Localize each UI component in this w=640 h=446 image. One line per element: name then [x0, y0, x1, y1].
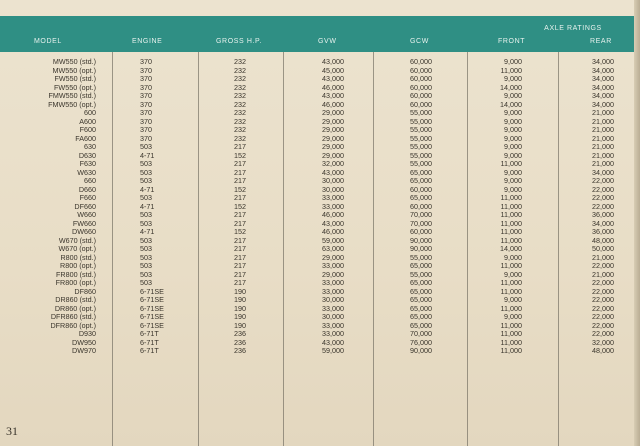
- rear-axle-cell: 22,000: [592, 176, 614, 185]
- gvw-cell: 33,000: [322, 320, 344, 330]
- gross-hp-cell: 190: [234, 303, 246, 313]
- engine-cell: 370: [140, 82, 152, 92]
- engine-cell: 370: [140, 108, 152, 117]
- engine-cell: 503: [140, 210, 152, 219]
- gcw-cell: 60,000: [410, 65, 432, 75]
- header-gcw: GCW: [410, 38, 429, 45]
- engine-cell: 503: [140, 176, 152, 185]
- engine-cell: 503: [140, 218, 152, 228]
- engine-cell: 370: [140, 91, 152, 100]
- model-cell: 630: [84, 142, 96, 151]
- gvw-cell: 29,000: [322, 142, 344, 151]
- rear-axle-cell: 21,000: [592, 150, 614, 160]
- front-axle-cell: 14,000: [500, 82, 522, 92]
- rear-axle-cell: 22,000: [592, 201, 614, 211]
- rear-axle-cell: 34,000: [592, 91, 614, 100]
- gcw-cell: 60,000: [410, 201, 432, 211]
- engine-cell: 503: [140, 269, 152, 279]
- gcw-cell: 65,000: [410, 176, 432, 185]
- engine-cell: 4-71: [140, 184, 155, 194]
- model-cell: D660: [78, 184, 96, 194]
- gcw-cell: 65,000: [410, 303, 432, 313]
- gvw-cell: 33,000: [322, 329, 344, 338]
- model-cell: FMW550 (std.): [48, 91, 96, 100]
- rear-axle-cell: 21,000: [592, 133, 614, 143]
- model-cell: R800 (std.): [60, 252, 96, 262]
- engine-cell: 503: [140, 167, 152, 177]
- rear-axle-cell: 22,000: [592, 193, 614, 202]
- front-axle-cell: 11,000: [500, 286, 522, 296]
- gross-hp-cell: 217: [234, 176, 246, 185]
- gross-hp-cell: 217: [234, 278, 246, 287]
- gvw-cell: 30,000: [322, 295, 344, 304]
- engine-cell: 370: [140, 116, 152, 126]
- gcw-cell: 65,000: [410, 295, 432, 304]
- gross-hp-cell: 232: [234, 116, 246, 126]
- front-axle-cell: 9,000: [504, 125, 522, 134]
- front-axle-cell: 11,000: [500, 159, 522, 168]
- header-rear: REAR: [590, 38, 612, 45]
- model-cell: DW970: [72, 346, 96, 355]
- gross-hp-cell: 232: [234, 74, 246, 83]
- gross-hp-cell: 217: [234, 235, 246, 245]
- gvw-cell: 46,000: [322, 210, 344, 219]
- gcw-cell: 90,000: [410, 244, 432, 253]
- rear-axle-cell: 48,000: [592, 235, 614, 245]
- gross-hp-cell: 232: [234, 65, 246, 75]
- engine-cell: 503: [140, 142, 152, 151]
- rear-axle-cell: 22,000: [592, 303, 614, 313]
- rear-axle-cell: 36,000: [592, 210, 614, 219]
- gcw-cell: 70,000: [410, 218, 432, 228]
- gvw-cell: 43,000: [322, 218, 344, 228]
- gvw-cell: 29,000: [322, 116, 344, 126]
- model-cell: DFR860 (opt.): [50, 320, 96, 330]
- rear-axle-cell: 48,000: [592, 346, 614, 355]
- gcw-cell: 55,000: [410, 159, 432, 168]
- front-axle-cell: 11,000: [500, 193, 522, 202]
- model-cell: F630: [79, 159, 96, 168]
- rear-axle-cell: 21,000: [592, 116, 614, 126]
- model-cell: FW550 (opt.): [54, 82, 96, 92]
- gvw-cell: 33,000: [322, 193, 344, 202]
- front-axle-cell: 9,000: [504, 176, 522, 185]
- gross-hp-cell: 190: [234, 295, 246, 304]
- header-gross-hp: GROSS H.P.: [216, 38, 262, 45]
- gvw-cell: 33,000: [322, 286, 344, 296]
- rear-axle-cell: 50,000: [592, 244, 614, 253]
- gvw-cell: 33,000: [322, 201, 344, 211]
- model-cell: W670 (opt.): [58, 244, 96, 253]
- front-axle-cell: 9,000: [504, 57, 522, 66]
- front-axle-cell: 11,000: [500, 261, 522, 270]
- header-engine: ENGINE: [132, 38, 163, 45]
- gvw-cell: 46,000: [322, 227, 344, 236]
- front-axle-cell: 11,000: [500, 201, 522, 211]
- gvw-cell: 43,000: [322, 57, 344, 66]
- engine-cell: 370: [140, 65, 152, 75]
- gross-hp-cell: 217: [234, 261, 246, 270]
- gross-hp-cell: 190: [234, 286, 246, 296]
- model-cell: F600: [79, 125, 96, 134]
- engine-cell: 503: [140, 159, 152, 168]
- table-header-band: [0, 16, 634, 52]
- model-cell: FR800 (std.): [56, 269, 96, 279]
- table-row: [0, 347, 634, 356]
- gvw-cell: 59,000: [322, 346, 344, 355]
- model-cell: W630: [77, 167, 96, 177]
- engine-cell: 370: [140, 74, 152, 83]
- rear-axle-cell: 21,000: [592, 159, 614, 168]
- front-axle-cell: 11,000: [500, 346, 522, 355]
- model-cell: DW660: [72, 227, 96, 236]
- front-axle-cell: 9,000: [504, 295, 522, 304]
- model-cell: 660: [84, 176, 96, 185]
- front-axle-cell: 9,000: [504, 91, 522, 100]
- engine-cell: 503: [140, 252, 152, 262]
- model-cell: DW950: [72, 337, 96, 347]
- rear-axle-cell: 34,000: [592, 218, 614, 228]
- front-axle-cell: 9,000: [504, 74, 522, 83]
- page-number: 31: [6, 424, 18, 438]
- gross-hp-cell: 232: [234, 108, 246, 117]
- gcw-cell: 70,000: [410, 329, 432, 338]
- front-axle-cell: 9,000: [504, 184, 522, 194]
- rear-axle-cell: 22,000: [592, 320, 614, 330]
- front-axle-cell: 9,000: [504, 133, 522, 143]
- rear-axle-cell: 22,000: [592, 278, 614, 287]
- gcw-cell: 65,000: [410, 320, 432, 330]
- specifications-table: [0, 58, 634, 356]
- gcw-cell: 76,000: [410, 337, 432, 347]
- gvw-cell: 30,000: [322, 176, 344, 185]
- front-axle-cell: 11,000: [500, 337, 522, 347]
- header-gvw: GVW: [318, 38, 337, 45]
- engine-cell: 6-71T: [140, 329, 159, 338]
- engine-cell: 6-71SE: [140, 286, 164, 296]
- engine-cell: 6-71T: [140, 337, 159, 347]
- model-cell: FMW550 (opt.): [48, 99, 96, 109]
- gvw-cell: 43,000: [322, 74, 344, 83]
- gvw-cell: 33,000: [322, 303, 344, 313]
- rear-axle-cell: 34,000: [592, 74, 614, 83]
- gvw-cell: 30,000: [322, 312, 344, 321]
- gross-hp-cell: 217: [234, 167, 246, 177]
- engine-cell: 370: [140, 133, 152, 143]
- rear-axle-cell: 22,000: [592, 295, 614, 304]
- rear-axle-cell: 22,000: [592, 312, 614, 321]
- gvw-cell: 43,000: [322, 167, 344, 177]
- rear-axle-cell: 21,000: [592, 142, 614, 151]
- gcw-cell: 55,000: [410, 269, 432, 279]
- model-cell: DR860 (opt.): [54, 303, 96, 313]
- engine-cell: 4-71: [140, 150, 155, 160]
- rear-axle-cell: 21,000: [592, 125, 614, 134]
- gross-hp-cell: 152: [234, 184, 246, 194]
- rear-axle-cell: 21,000: [592, 252, 614, 262]
- model-cell: MW550 (std.): [52, 57, 96, 66]
- front-axle-cell: 9,000: [504, 150, 522, 160]
- gcw-cell: 60,000: [410, 227, 432, 236]
- engine-cell: 370: [140, 57, 152, 66]
- gvw-cell: 43,000: [322, 91, 344, 100]
- rear-axle-cell: 22,000: [592, 184, 614, 194]
- gross-hp-cell: 217: [234, 244, 246, 253]
- rear-axle-cell: 34,000: [592, 99, 614, 109]
- gcw-cell: 55,000: [410, 252, 432, 262]
- gross-hp-cell: 232: [234, 99, 246, 109]
- gcw-cell: 70,000: [410, 210, 432, 219]
- gross-hp-cell: 232: [234, 82, 246, 92]
- front-axle-cell: 11,000: [500, 329, 522, 338]
- header-axle-ratings: AXLE RATINGS: [544, 25, 602, 32]
- engine-cell: 6-71SE: [140, 312, 164, 321]
- gross-hp-cell: 217: [234, 193, 246, 202]
- front-axle-cell: 11,000: [500, 303, 522, 313]
- model-cell: F660: [79, 193, 96, 202]
- page-spine-shadow: [634, 0, 640, 446]
- gross-hp-cell: 217: [234, 159, 246, 168]
- gcw-cell: 65,000: [410, 312, 432, 321]
- gcw-cell: 55,000: [410, 116, 432, 126]
- gcw-cell: 60,000: [410, 99, 432, 109]
- front-axle-cell: 9,000: [504, 108, 522, 117]
- gross-hp-cell: 217: [234, 210, 246, 219]
- gvw-cell: 29,000: [322, 125, 344, 134]
- gcw-cell: 60,000: [410, 74, 432, 83]
- gvw-cell: 46,000: [322, 99, 344, 109]
- front-axle-cell: 9,000: [504, 252, 522, 262]
- model-cell: DF660: [74, 201, 96, 211]
- rear-axle-cell: 21,000: [592, 108, 614, 117]
- front-axle-cell: 11,000: [500, 320, 522, 330]
- gvw-cell: 63,000: [322, 244, 344, 253]
- model-cell: MW550 (opt.): [52, 65, 96, 75]
- front-axle-cell: 11,000: [500, 235, 522, 245]
- model-cell: FW550 (std.): [54, 74, 96, 83]
- gcw-cell: 55,000: [410, 108, 432, 117]
- front-axle-cell: 9,000: [504, 167, 522, 177]
- gross-hp-cell: 217: [234, 252, 246, 262]
- gcw-cell: 65,000: [410, 261, 432, 270]
- gvw-cell: 46,000: [322, 82, 344, 92]
- rear-axle-cell: 34,000: [592, 82, 614, 92]
- engine-cell: 503: [140, 244, 152, 253]
- model-cell: FA600: [75, 133, 96, 143]
- gcw-cell: 65,000: [410, 167, 432, 177]
- gvw-cell: 59,000: [322, 235, 344, 245]
- gross-hp-cell: 236: [234, 346, 246, 355]
- rear-axle-cell: 34,000: [592, 65, 614, 75]
- gvw-cell: 32,000: [322, 159, 344, 168]
- model-cell: DR860 (std.): [55, 295, 96, 304]
- model-cell: R800 (opt.): [60, 261, 96, 270]
- engine-cell: 503: [140, 261, 152, 270]
- model-cell: 600: [84, 108, 96, 117]
- gross-hp-cell: 190: [234, 320, 246, 330]
- gcw-cell: 65,000: [410, 278, 432, 287]
- gross-hp-cell: 190: [234, 312, 246, 321]
- gross-hp-cell: 232: [234, 91, 246, 100]
- front-axle-cell: 11,000: [500, 218, 522, 228]
- gcw-cell: 60,000: [410, 91, 432, 100]
- gross-hp-cell: 152: [234, 201, 246, 211]
- front-axle-cell: 11,000: [500, 210, 522, 219]
- engine-cell: 6-71SE: [140, 303, 164, 313]
- gross-hp-cell: 217: [234, 142, 246, 151]
- model-cell: A600: [79, 116, 96, 126]
- model-cell: D630: [78, 150, 96, 160]
- gcw-cell: 55,000: [410, 150, 432, 160]
- gvw-cell: 29,000: [322, 133, 344, 143]
- engine-cell: 503: [140, 278, 152, 287]
- gross-hp-cell: 152: [234, 150, 246, 160]
- gross-hp-cell: 232: [234, 57, 246, 66]
- gvw-cell: 29,000: [322, 269, 344, 279]
- gcw-cell: 60,000: [410, 184, 432, 194]
- gross-hp-cell: 232: [234, 125, 246, 134]
- front-axle-cell: 9,000: [504, 269, 522, 279]
- rear-axle-cell: 34,000: [592, 57, 614, 66]
- gvw-cell: 29,000: [322, 252, 344, 262]
- model-cell: W670 (std.): [58, 235, 96, 245]
- model-cell: D930: [78, 329, 96, 338]
- engine-cell: 370: [140, 125, 152, 134]
- gcw-cell: 55,000: [410, 133, 432, 143]
- gross-hp-cell: 217: [234, 218, 246, 228]
- gcw-cell: 55,000: [410, 125, 432, 134]
- gvw-cell: 33,000: [322, 261, 344, 270]
- rear-axle-cell: 32,000: [592, 337, 614, 347]
- engine-cell: 503: [140, 193, 152, 202]
- rear-axle-cell: 36,000: [592, 227, 614, 236]
- gross-hp-cell: 232: [234, 133, 246, 143]
- gcw-cell: 60,000: [410, 82, 432, 92]
- front-axle-cell: 14,000: [500, 244, 522, 253]
- gvw-cell: 29,000: [322, 150, 344, 160]
- engine-cell: 6-71T: [140, 346, 159, 355]
- gross-hp-cell: 152: [234, 227, 246, 236]
- engine-cell: 6-71SE: [140, 320, 164, 330]
- front-axle-cell: 9,000: [504, 142, 522, 151]
- model-cell: W660: [77, 210, 96, 219]
- model-cell: DFR860 (std.): [50, 312, 96, 321]
- header-model: MODEL: [34, 38, 62, 45]
- gcw-cell: 60,000: [410, 57, 432, 66]
- front-axle-cell: 11,000: [500, 278, 522, 287]
- model-cell: FW660: [72, 218, 96, 228]
- engine-cell: 6-71SE: [140, 295, 164, 304]
- front-axle-cell: 9,000: [504, 116, 522, 126]
- header-front: FRONT: [498, 38, 526, 45]
- rear-axle-cell: 22,000: [592, 261, 614, 270]
- engine-cell: 503: [140, 235, 152, 245]
- gcw-cell: 65,000: [410, 286, 432, 296]
- gvw-cell: 29,000: [322, 108, 344, 117]
- rear-axle-cell: 34,000: [592, 167, 614, 177]
- gcw-cell: 90,000: [410, 346, 432, 355]
- gvw-cell: 33,000: [322, 278, 344, 287]
- gross-hp-cell: 236: [234, 337, 246, 347]
- model-cell: FR800 (opt.): [55, 278, 96, 287]
- front-axle-cell: 9,000: [504, 312, 522, 321]
- gcw-cell: 55,000: [410, 142, 432, 151]
- model-cell: DF860: [74, 286, 96, 296]
- gvw-cell: 30,000: [322, 184, 344, 194]
- engine-cell: 370: [140, 99, 152, 109]
- gvw-cell: 43,000: [322, 337, 344, 347]
- engine-cell: 4-71: [140, 201, 155, 211]
- front-axle-cell: 11,000: [500, 227, 522, 236]
- rear-axle-cell: 22,000: [592, 329, 614, 338]
- engine-cell: 4-71: [140, 227, 155, 236]
- rear-axle-cell: 21,000: [592, 269, 614, 279]
- front-axle-cell: 14,000: [500, 99, 522, 109]
- gross-hp-cell: 236: [234, 329, 246, 338]
- gvw-cell: 45,000: [322, 65, 344, 75]
- gcw-cell: 90,000: [410, 235, 432, 245]
- rear-axle-cell: 22,000: [592, 286, 614, 296]
- gcw-cell: 65,000: [410, 193, 432, 202]
- front-axle-cell: 11,000: [500, 65, 522, 75]
- gross-hp-cell: 217: [234, 269, 246, 279]
